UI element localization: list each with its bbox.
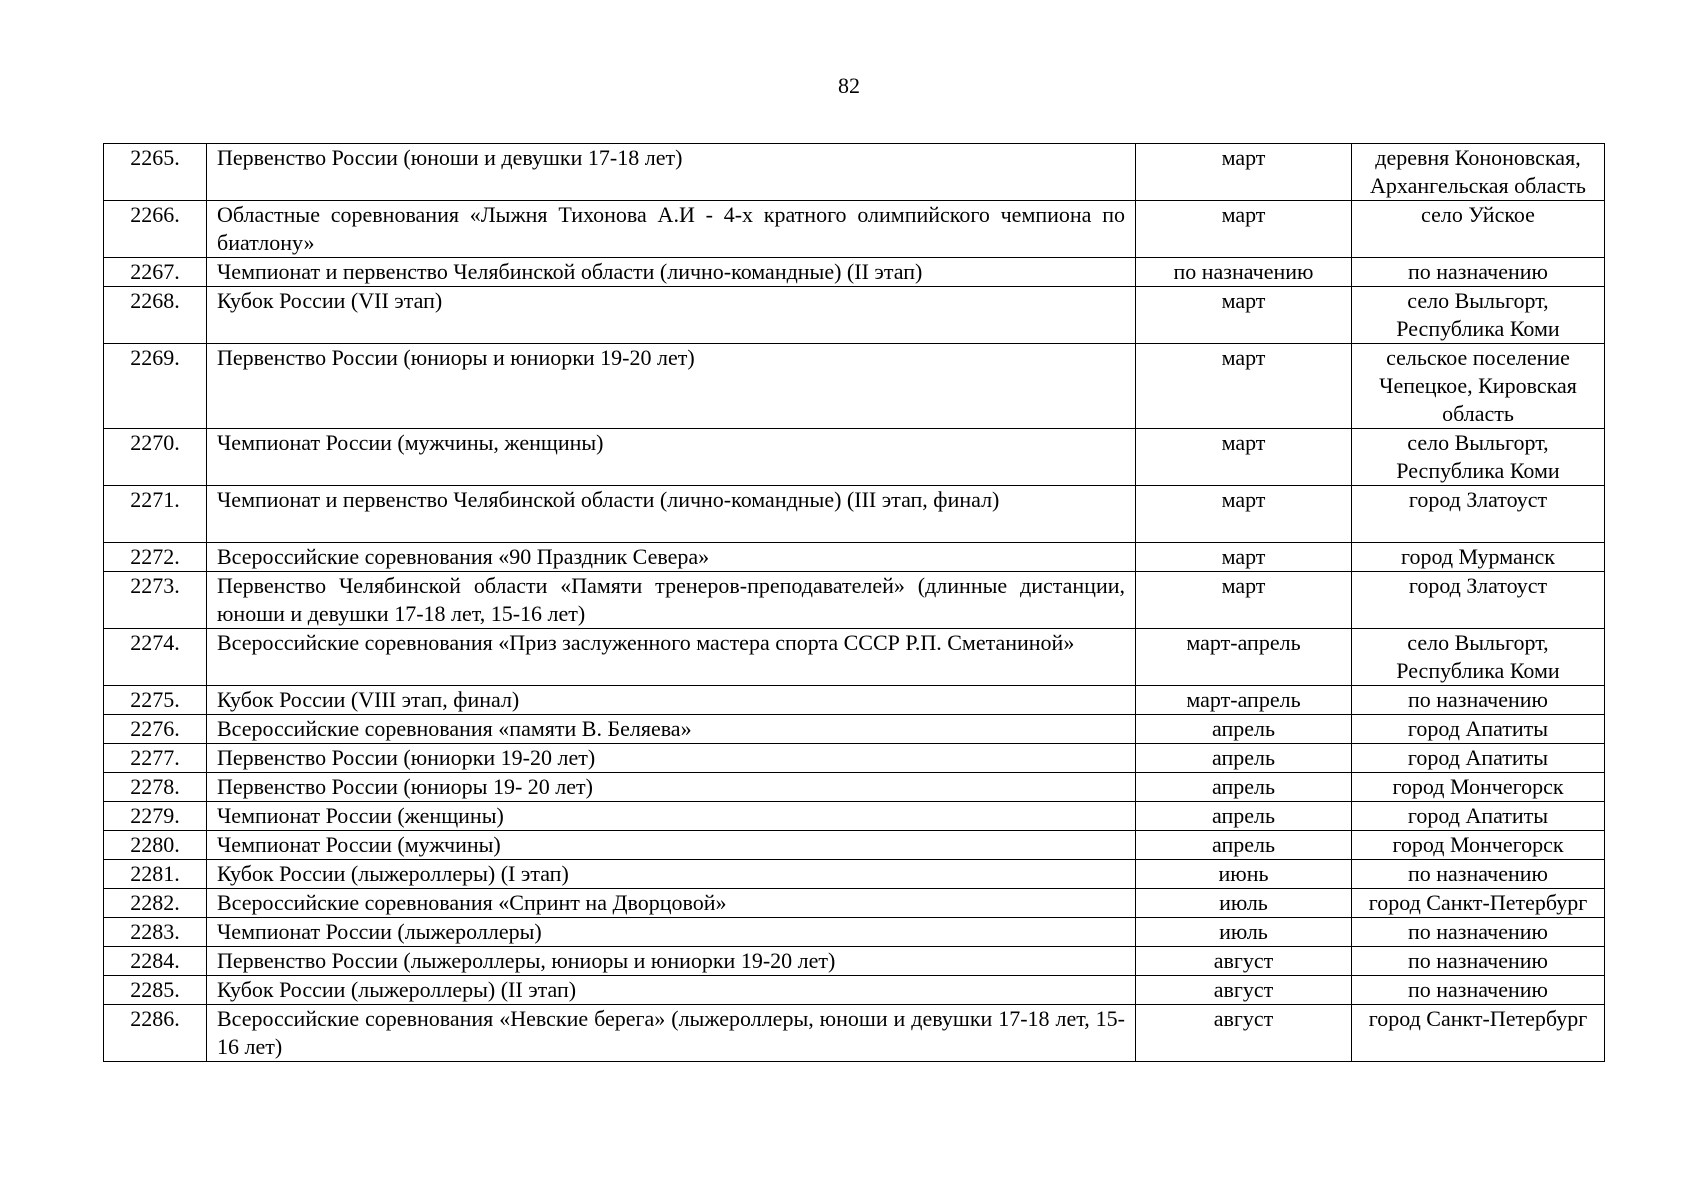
- event-number: 2271.: [104, 486, 207, 543]
- table-row: [104, 344, 1605, 429]
- event-number: 2276.: [104, 715, 207, 744]
- event-name: Чемпионат России (мужчины): [207, 831, 1136, 860]
- event-name: Всероссийские соревнования «Спринт на Дворцовой»: [207, 889, 1136, 918]
- event-place: сельское поселение Чепецкое, Кировская область: [1352, 344, 1605, 429]
- event-name: Всероссийские соревнования «памяти В. Беляева»: [207, 715, 1136, 744]
- event-name: Чемпионат России (женщины): [207, 802, 1136, 831]
- event-number: 2274.: [104, 629, 207, 686]
- event-name: Чемпионат и первенство Челябинской области (лично-командные) (III этап, финал): [207, 486, 1136, 543]
- event-number: 2275.: [104, 686, 207, 715]
- table-row: [104, 976, 1605, 1005]
- table-row: [104, 629, 1605, 686]
- table-row: [104, 773, 1605, 802]
- event-place: город Мурманск: [1352, 543, 1605, 572]
- event-place: по назначению: [1352, 976, 1605, 1005]
- event-number: 2273.: [104, 572, 207, 629]
- event-number: 2284.: [104, 947, 207, 976]
- event-number: 2270.: [104, 429, 207, 486]
- event-place: село Выльгорт, Республика Коми: [1352, 287, 1605, 344]
- event-place: город Санкт-Петербург: [1352, 1005, 1605, 1062]
- event-name: Первенство России (юниоры 19- 20 лет): [207, 773, 1136, 802]
- event-number: 2265.: [104, 144, 207, 201]
- table-row: [104, 802, 1605, 831]
- table-row: [104, 831, 1605, 860]
- event-date: апрель: [1136, 773, 1352, 802]
- event-date: март: [1136, 344, 1352, 429]
- event-date: март: [1136, 287, 1352, 344]
- table-row: [104, 715, 1605, 744]
- table-row: [104, 889, 1605, 918]
- event-date: апрель: [1136, 831, 1352, 860]
- table-row: [104, 947, 1605, 976]
- event-name: Первенство России (юноши и девушки 17-18 лет): [207, 144, 1136, 201]
- event-place: деревня Кононовская, Архангельская область: [1352, 144, 1605, 201]
- event-place: город Златоуст: [1352, 486, 1605, 543]
- event-number: 2272.: [104, 543, 207, 572]
- events-table-body: [104, 144, 1605, 1062]
- event-date: март: [1136, 543, 1352, 572]
- event-place: по назначению: [1352, 860, 1605, 889]
- event-number: 2269.: [104, 344, 207, 429]
- event-number: 2266.: [104, 201, 207, 258]
- event-name: Кубок России (VIII этап, финал): [207, 686, 1136, 715]
- event-date: апрель: [1136, 802, 1352, 831]
- event-place: по назначению: [1352, 258, 1605, 287]
- event-date: март-апрель: [1136, 629, 1352, 686]
- event-number: 2285.: [104, 976, 207, 1005]
- event-number: 2267.: [104, 258, 207, 287]
- table-row: [104, 543, 1605, 572]
- event-name: Первенство России (лыжероллеры, юниоры и юниорки 19-20 лет): [207, 947, 1136, 976]
- table-row: [104, 486, 1605, 543]
- event-name: Первенство Челябинской области «Памяти тренеров-преподавателей» (длинные дистанции, юноши и девушки 17-18 лет, 15-16 лет): [207, 572, 1136, 629]
- event-date: август: [1136, 947, 1352, 976]
- event-name: Кубок России (лыжероллеры) (II этап): [207, 976, 1136, 1005]
- table-row: [104, 1005, 1605, 1062]
- page-number: 82: [838, 73, 860, 98]
- event-date: март-апрель: [1136, 686, 1352, 715]
- table-row: [104, 287, 1605, 344]
- event-date: июль: [1136, 918, 1352, 947]
- event-date: март: [1136, 144, 1352, 201]
- event-date: март: [1136, 429, 1352, 486]
- event-number: 2281.: [104, 860, 207, 889]
- event-name: Всероссийские соревнования «90 Праздник Севера»: [207, 543, 1136, 572]
- event-name: Всероссийские соревнования «Невские берега» (лыжероллеры, юноши и девушки 17-18 лет, 15-16 лет): [207, 1005, 1136, 1062]
- event-place: по назначению: [1352, 947, 1605, 976]
- event-date: август: [1136, 1005, 1352, 1062]
- table-row: [104, 860, 1605, 889]
- event-number: 2277.: [104, 744, 207, 773]
- event-date: апрель: [1136, 715, 1352, 744]
- event-date: по назначению: [1136, 258, 1352, 287]
- table-row: [104, 429, 1605, 486]
- event-place: город Златоуст: [1352, 572, 1605, 629]
- event-place: город Санкт-Петербург: [1352, 889, 1605, 918]
- event-place: город Мончегорск: [1352, 773, 1605, 802]
- event-date: август: [1136, 976, 1352, 1005]
- event-name: Первенство России (юниорки 19-20 лет): [207, 744, 1136, 773]
- event-date: июнь: [1136, 860, 1352, 889]
- table-row: [104, 258, 1605, 287]
- table-row: [104, 744, 1605, 773]
- event-name: Первенство России (юниоры и юниорки 19-20 лет): [207, 344, 1136, 429]
- event-name: Чемпионат России (лыжероллеры): [207, 918, 1136, 947]
- event-date: март: [1136, 486, 1352, 543]
- event-date: март: [1136, 201, 1352, 258]
- event-name: Областные соревнования «Лыжня Тихонова А.И - 4-х кратного олимпийского чемпиона по биатлону»: [207, 201, 1136, 258]
- event-place: город Апатиты: [1352, 744, 1605, 773]
- table-row: [104, 918, 1605, 947]
- event-number: 2268.: [104, 287, 207, 344]
- event-place: село Выльгорт, Республика Коми: [1352, 629, 1605, 686]
- event-number: 2286.: [104, 1005, 207, 1062]
- events-table: [103, 143, 1605, 1062]
- event-date: апрель: [1136, 744, 1352, 773]
- event-place: город Апатиты: [1352, 802, 1605, 831]
- event-name: Кубок России (лыжероллеры) (I этап): [207, 860, 1136, 889]
- event-place: город Апатиты: [1352, 715, 1605, 744]
- event-date: март: [1136, 572, 1352, 629]
- table-row: [104, 201, 1605, 258]
- event-name: Чемпионат России (мужчины, женщины): [207, 429, 1136, 486]
- event-place: село Уйское: [1352, 201, 1605, 258]
- event-place: село Выльгорт, Республика Коми: [1352, 429, 1605, 486]
- event-number: 2279.: [104, 802, 207, 831]
- table-row: [104, 144, 1605, 201]
- event-place: по назначению: [1352, 918, 1605, 947]
- event-number: 2282.: [104, 889, 207, 918]
- event-place: город Мончегорск: [1352, 831, 1605, 860]
- table-row: [104, 572, 1605, 629]
- table-row: [104, 686, 1605, 715]
- event-place: по назначению: [1352, 686, 1605, 715]
- event-name: Чемпионат и первенство Челябинской области (лично-командные) (II этап): [207, 258, 1136, 287]
- event-number: 2283.: [104, 918, 207, 947]
- event-name: Кубок России (VII этап): [207, 287, 1136, 344]
- event-name: Всероссийские соревнования «Приз заслуженного мастера спорта СССР Р.П. Сметаниной»: [207, 629, 1136, 686]
- event-number: 2280.: [104, 831, 207, 860]
- event-number: 2278.: [104, 773, 207, 802]
- event-date: июль: [1136, 889, 1352, 918]
